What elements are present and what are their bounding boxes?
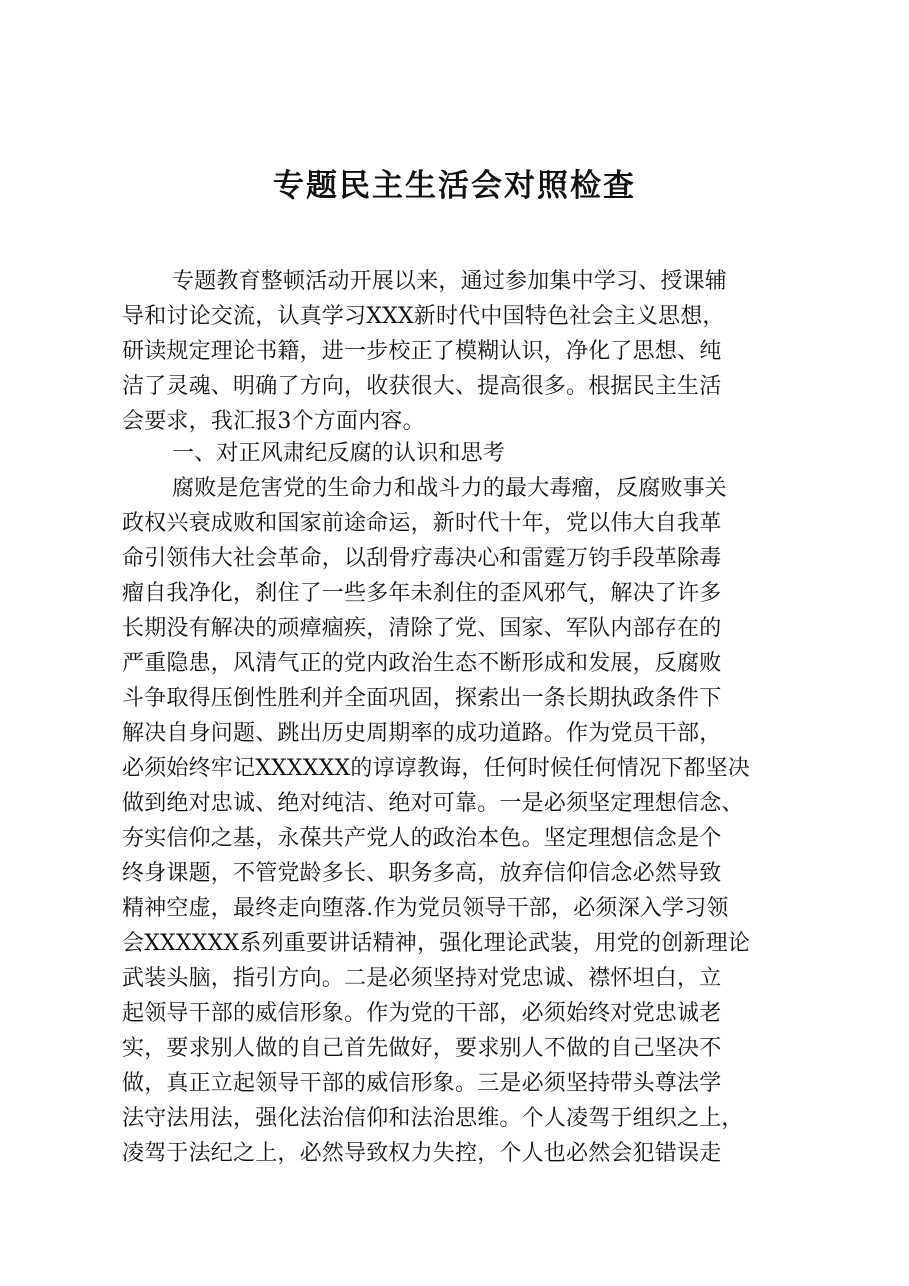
section-heading: 一、对正风肃纪反腐的认识和思考: [172, 441, 506, 466]
text-line: 长期没有解决的顽瘴痼疾，清除了党、国家、军队内部存在的: [122, 616, 722, 641]
text-line: 会要求，我汇报3个方面内容。: [122, 409, 425, 434]
text-line: 命引领伟大社会革命，以刮骨疗毒决心和雷霆万钧手段革除毒: [122, 546, 722, 571]
text-line: 实，要求别人做的自己首先做好，要求别人不做的自己坚决不: [122, 1036, 722, 1061]
text-line: 解决自身问题、跳出历史周期率的成功道路。作为党员干部，: [122, 721, 722, 746]
text-line: 严重隐患，风清气正的党内政治生态不断形成和发展，反腐败: [122, 651, 722, 676]
text-line: 终身课题，不管党龄多长、职务多高，放弃信仰信念必然导致: [122, 861, 722, 886]
text-line: 会XXXXXX系列重要讲话精神，强化理论武装，用党的创新理论: [122, 931, 750, 956]
text-line: 法守法用法，强化法治信仰和法治思维。个人凌驾于组织之上，: [122, 1106, 744, 1131]
text-line: 精神空虚，最终走向堕落.作为党员领导干部，必须深入学习领: [122, 896, 729, 921]
text-line: 研读规定理论书籍，进一步校正了模糊认识，净化了思想、纯: [122, 339, 722, 364]
document-title: 专题民主生活会对照检查: [273, 168, 636, 204]
text-line: 政权兴衰成败和国家前途命运，新时代十年，党以伟大自我革: [122, 511, 722, 536]
text-line: 斗争取得压倒性胜利并全面巩固，探索出一条长期执政条件下: [122, 686, 722, 711]
text-line: 凌驾于法纪之上，必然导致权力失控，个人也必然会犯错误走: [122, 1141, 722, 1166]
text-line: 夯实信仰之基，永葆共产党人的政治本色。坚定理想信念是个: [122, 826, 722, 851]
text-line: 瘤自我净化，刹住了一些多年未刹住的歪风邪气，解决了许多: [122, 581, 722, 606]
text-line: 必须始终牢记XXXXXX的谆谆教诲，任何时候任何情况下都坚决: [122, 756, 750, 781]
text-line: 导和讨论交流，认真学习XXX新时代中国特色社会主义思想，: [122, 304, 725, 329]
text-line: 洁了灵魂、明确了方向，收获很大、提高很多。根据民主生活: [122, 374, 722, 399]
text-line: 武装头脑，指引方向。二是必须坚持对党忠诚、襟怀坦白，立: [122, 966, 722, 991]
text-line: 起领导干部的威信形象。作为党的干部，必须始终对党忠诚老: [122, 1001, 722, 1026]
text-line: 专题教育整顿活动开展以来，通过参加集中学习、授课辅: [172, 269, 728, 294]
text-line: 做到绝对忠诚、绝对纯洁、绝对可靠。一是必须坚定理想信念、: [122, 791, 744, 816]
text-line: 腐败是危害党的生命力和战斗力的最大毒瘤，反腐败事关: [172, 476, 728, 501]
text-line: 做，真正立起领导干部的威信形象。三是必须坚持带头尊法学: [122, 1071, 722, 1096]
